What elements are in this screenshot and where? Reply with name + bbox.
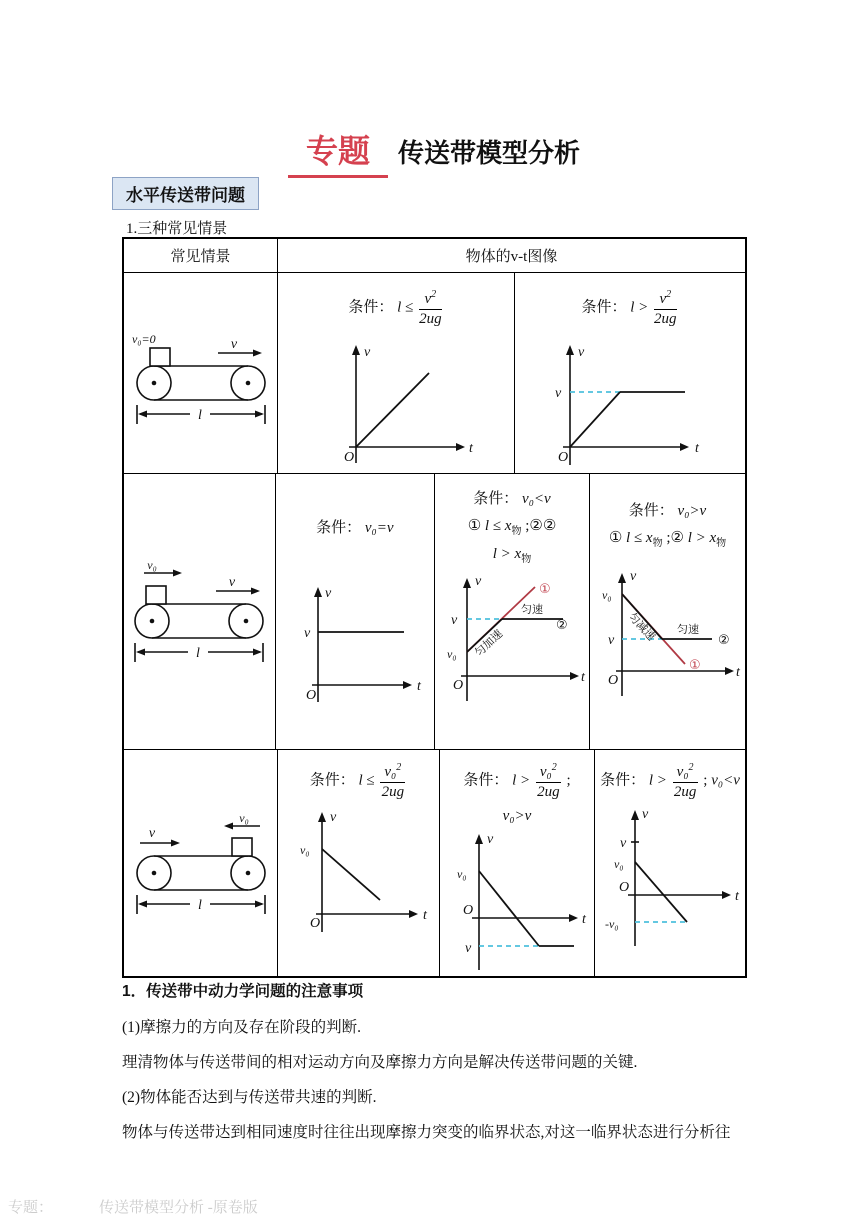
accelerate-segment <box>570 392 620 447</box>
condition-r1c2 <box>581 289 678 327</box>
header-cell-vt-graph: 物体的v-t图像 <box>277 239 745 272</box>
condition-expr: v₀>v <box>677 503 707 519</box>
y-axis-label: v <box>487 831 494 847</box>
condition-prefix: 条件： <box>628 503 674 519</box>
origin-label: O <box>558 450 569 465</box>
condition-r2c3 <box>609 502 726 550</box>
subscript-wu: 物 <box>511 525 522 537</box>
separator: ;② <box>666 529 684 546</box>
conveyor-belt-diagram-v0-zero <box>126 321 276 426</box>
v0-tick-label: v₀ <box>614 857 624 871</box>
footer-label: 专题： <box>8 1200 54 1216</box>
x-axis-arrowhead <box>409 910 418 918</box>
block-velocity-label: v₀ <box>238 810 249 825</box>
condition-r2c2 <box>468 490 557 567</box>
scenario-diagram-row2 <box>124 474 275 749</box>
fraction: $\frac{v^2}{2ug}$ <box>419 289 442 327</box>
condition-lhs: l > <box>648 772 667 789</box>
subscript-wu: 物 <box>652 537 663 549</box>
vt-graph-wrap <box>284 804 434 944</box>
negative-v0-tick-label: -v₀ <box>605 917 619 931</box>
page-footer <box>8 1196 258 1217</box>
intro-line: 1.三种常见情景 <box>126 221 228 237</box>
condition-prefix: 条件： <box>309 772 355 789</box>
v0-tick-label: v₀ <box>457 866 467 881</box>
origin-label: O <box>309 916 320 931</box>
vt-graph-v0-less-than-v <box>435 569 590 709</box>
origin-label: O <box>452 677 463 693</box>
x-axis-label: t <box>582 911 586 927</box>
table-row-1 <box>124 272 745 473</box>
vt-graph-wrap <box>311 337 481 477</box>
notes-line-1: (1)摩擦力的方向及存在阶段的判断. <box>122 1019 361 1036</box>
pulley-left-axle <box>151 380 156 385</box>
vt-cell-r2c3 <box>589 474 745 749</box>
condition-r3c2 <box>463 762 570 826</box>
y-axis-arrowhead <box>475 834 483 844</box>
condition-r3c1 <box>310 762 408 800</box>
vt-cell-r3c2 <box>439 750 594 976</box>
circled-1: ① <box>608 527 623 546</box>
condition-expr: v₀=v <box>364 520 394 536</box>
condition-line1 <box>463 762 570 800</box>
origin-label: O <box>305 687 316 703</box>
separator: ; <box>566 772 571 789</box>
belt-velocity-label: v <box>229 575 236 590</box>
length-arrowhead-left <box>136 649 145 656</box>
scenario-diagram-row1 <box>124 273 277 473</box>
conveyor-belt-diagram-v0-backward <box>126 811 276 916</box>
vt-graph-wrap <box>590 564 745 709</box>
fraction: $\frac{v_0^2}{2ug}$ <box>673 762 697 800</box>
belt-velocity-arrowhead <box>171 839 180 846</box>
vt-graph-wrap <box>525 337 735 477</box>
y-axis-arrowhead <box>352 345 360 355</box>
condition-lhs: l ≤ <box>397 299 414 316</box>
separator: ; <box>703 772 708 789</box>
table-header-row <box>124 239 745 272</box>
fraction: $\frac{v^2}{2ug}$ <box>654 289 677 327</box>
y-axis-arrowhead <box>318 812 326 822</box>
section-box-horizontal-belt: 水平传送带问题 <box>112 177 259 210</box>
v-tick-label: v <box>450 612 457 628</box>
condition-line1 <box>609 502 726 521</box>
vt-graph-accelerate-then-constant <box>525 337 735 472</box>
decelerate-reverse-line <box>635 862 687 922</box>
expr-part: l > x <box>687 529 717 546</box>
x-axis-arrowhead <box>722 891 731 899</box>
v-tick-label: v <box>555 386 562 401</box>
x-axis-arrowhead <box>725 667 734 675</box>
length-arrowhead-left <box>138 900 147 907</box>
x-axis-arrowhead <box>403 681 412 689</box>
length-label: l <box>197 407 202 423</box>
condition-expr: v₀<v <box>711 772 740 789</box>
condition-r1c1 <box>348 289 443 327</box>
vt-cell-r2c2 <box>434 474 589 749</box>
uniform-deceleration-label: 匀减速 <box>625 611 658 644</box>
notes-line-4: 物体与传送带达到相同速度时往往出现摩擦力突变的临界状态,对这一临界状态进行分析往 <box>122 1124 731 1141</box>
x-axis-arrowhead <box>680 443 689 451</box>
vt-graph-decelerate-only <box>284 804 434 939</box>
condition-line3 <box>468 545 557 567</box>
origin-label: O <box>619 880 630 895</box>
scenario-table <box>122 237 747 978</box>
expr-part: l ≤ x <box>484 517 512 534</box>
y-axis-label: v <box>578 345 585 360</box>
uniform-speed-label: 匀速 <box>677 624 699 637</box>
y-axis-label: v <box>364 345 371 360</box>
vt-cell-r2c1 <box>275 474 434 749</box>
y-axis-arrowhead <box>314 587 322 597</box>
decelerate-reverse-line <box>479 871 539 946</box>
vt-graph-wrap <box>442 826 592 981</box>
y-axis-label: v <box>324 585 331 601</box>
subscript-wu: 物 <box>521 554 532 566</box>
y-axis-arrowhead <box>631 810 639 820</box>
origin-label: O <box>463 902 474 918</box>
footer-text: 传送带模型分析 -原卷版 <box>99 1200 258 1216</box>
vt-graph-accelerate-only <box>311 337 481 472</box>
length-label: l <box>197 897 202 913</box>
title-main: 传送带模型分析 <box>398 138 581 168</box>
x-axis-arrowhead <box>569 914 578 922</box>
condition-r3c3 <box>600 762 740 800</box>
conveyor-belt-diagram-v0-forward <box>124 559 274 664</box>
v-tick-label: v <box>608 633 615 649</box>
vt-cell-r3c3 <box>594 750 745 976</box>
vt-cell-r1c1 <box>277 273 514 473</box>
v-tick-label: v <box>620 836 627 851</box>
x-axis-label: t <box>416 678 421 694</box>
length-arrowhead-right <box>255 900 264 907</box>
vt-graph-wrap <box>280 580 430 715</box>
y-axis-arrowhead <box>618 573 626 583</box>
block-velocity-label: v₀=0 <box>131 331 156 346</box>
page-title <box>0 126 868 178</box>
pulley-left-axle <box>151 870 156 875</box>
y-axis-label: v <box>642 807 649 822</box>
condition-lhs: l ≤ <box>358 772 375 789</box>
length-arrowhead-right <box>253 649 262 656</box>
vt-graph-constant <box>280 580 430 710</box>
negative-v-tick-label: v <box>465 940 472 956</box>
x-axis-label: t <box>735 889 739 904</box>
expr-part: l > x <box>492 546 522 563</box>
pulley-right-axle <box>244 619 249 624</box>
condition-lhs: l > <box>630 299 649 316</box>
x-axis-label: t <box>469 441 473 456</box>
expr-part: l ≤ x <box>626 529 653 546</box>
block <box>232 838 252 856</box>
condition-prefix: 条件： <box>316 520 362 536</box>
separator: ;② <box>525 517 543 534</box>
vt-graph-reverse-to-minus-v0 <box>595 802 745 952</box>
v0-tick-label: v₀ <box>446 646 456 661</box>
pulley-right-axle <box>245 870 250 875</box>
vt-cell-r1c2 <box>514 273 745 473</box>
condition-line2 <box>609 528 726 551</box>
x-axis-label: t <box>422 908 427 923</box>
v-tick-label: v <box>303 625 310 641</box>
mark-circled-1: ① <box>538 581 551 597</box>
table-row-2 <box>124 473 745 749</box>
belt-velocity-arrowhead <box>251 588 260 595</box>
circled-1: ① <box>467 515 482 534</box>
y-axis-label: v <box>630 569 637 585</box>
title-topic-label: 专题 <box>288 126 388 178</box>
length-arrowhead-right <box>255 410 264 417</box>
block <box>150 348 170 366</box>
y-axis-arrowhead <box>566 345 574 355</box>
velocity-line <box>356 373 429 447</box>
uniform-acceleration-label: 匀加速 <box>472 627 505 659</box>
block-velocity-label: v₀ <box>147 559 158 572</box>
v0-tick-label: v₀ <box>602 588 612 603</box>
condition-expr: v₀>v <box>502 808 532 824</box>
notes-line-2: 理清物体与传送带间的相对运动方向及摩擦力方向是解决传送带问题的关键. <box>122 1054 638 1071</box>
x-axis-arrowhead <box>570 672 579 680</box>
belt-velocity-label: v <box>148 825 155 841</box>
y-axis-arrowhead <box>463 578 471 588</box>
pulley-right-axle <box>245 380 250 385</box>
y-axis-label: v <box>474 573 481 589</box>
x-axis-label: t <box>736 665 740 681</box>
notes-line-3: (2)物体能否达到与传送带共速的判断. <box>122 1089 377 1106</box>
x-axis-label: t <box>580 669 585 685</box>
v0-tick-label: v₀ <box>299 843 309 857</box>
vt-graph-wrap <box>595 802 745 957</box>
vt-cell-r3c1 <box>277 750 439 976</box>
y-axis-label: v <box>329 810 336 825</box>
notes-heading: 1．传送带中动力学问题的注意事项 <box>122 983 364 1000</box>
condition-prefix: 条件： <box>600 772 646 789</box>
length-arrowhead-left <box>138 410 147 417</box>
condition-r2c1 <box>316 519 393 538</box>
block <box>146 586 166 604</box>
mark-circled-2: ② <box>718 633 730 649</box>
pulley-left-axle <box>150 619 155 624</box>
origin-label: O <box>344 450 355 465</box>
condition-prefix: 条件： <box>473 491 519 507</box>
vt-graph-wrap <box>435 569 590 714</box>
fraction: $\frac{v_0^2}{2ug}$ <box>537 762 560 800</box>
mark-circled-2: ② <box>555 617 568 633</box>
vt-graph-v0-greater-than-v <box>590 564 745 704</box>
condition-expr: v₀<v <box>522 491 551 507</box>
condition-prefix: 条件： <box>348 299 394 316</box>
subscript-wu: 物 <box>716 537 727 549</box>
condition-line2 <box>468 516 557 539</box>
header-cell-scenario: 常见情景 <box>170 249 231 265</box>
mark-circled-1: ① <box>689 658 701 674</box>
scenario-diagram-row3 <box>124 750 277 976</box>
condition-line2 <box>463 807 570 826</box>
decelerate-line <box>322 849 380 900</box>
origin-label: O <box>608 673 619 689</box>
condition-line1 <box>468 490 557 509</box>
uniform-speed-label: 匀速 <box>520 603 543 616</box>
table-row-3 <box>124 749 745 976</box>
notes-section <box>122 979 770 1155</box>
condition-prefix: 条件： <box>463 772 509 789</box>
fraction: $\frac{v_0^2}{2ug}$ <box>381 762 405 800</box>
condition-prefix: 条件： <box>581 299 627 316</box>
circled-2: ② <box>542 515 557 534</box>
condition-lhs: l > <box>512 772 531 789</box>
x-axis-label: t <box>695 441 699 456</box>
block-velocity-arrowhead <box>173 570 182 577</box>
length-label: l <box>196 646 201 661</box>
vt-graph-reverse-then-constant <box>442 826 592 976</box>
x-axis-arrowhead <box>456 443 465 451</box>
belt-velocity-label: v <box>230 336 237 352</box>
belt-velocity-arrowhead <box>253 349 262 356</box>
block-velocity-arrowhead <box>224 822 233 829</box>
